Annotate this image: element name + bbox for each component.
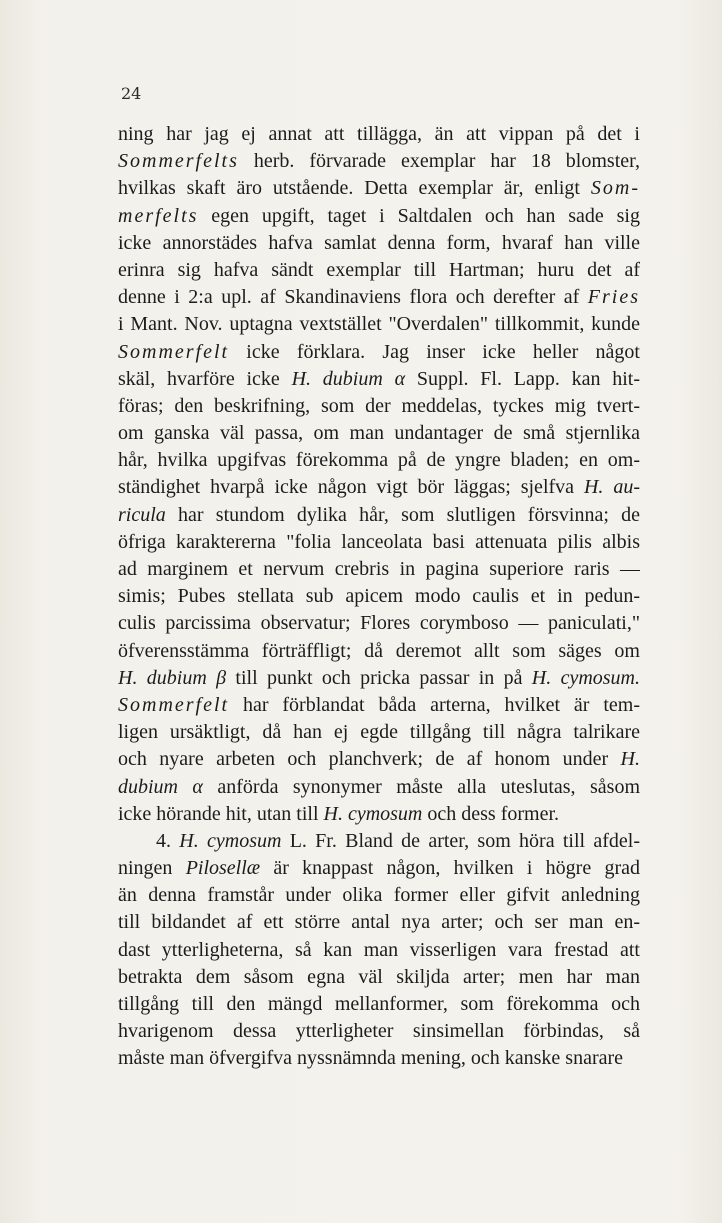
text-line	[118, 121, 640, 148]
text-line	[118, 909, 640, 936]
emphasized-name: dubium α	[118, 775, 203, 798]
text-run: hvarigenom dessa ytterligheter sinsimellan förbindas, så	[118, 1020, 640, 1043]
text-run: föras; den beskrifning, som der meddelas, tyckes mig tvert-	[118, 394, 640, 417]
text-line	[118, 284, 640, 311]
text-run: icke förklara. Jag inser icke heller något	[229, 340, 640, 363]
emphasized-name: H. cymosum	[323, 802, 423, 825]
text-line	[118, 774, 640, 801]
text-line	[118, 746, 640, 773]
text-run: ständighet hvarpå icke någon vigt bör läggas; sjelfva	[118, 476, 584, 499]
text-run: och nyare arbeten och planchverk; de af honom under	[118, 748, 621, 771]
text-run: icke hörande hit, utan till	[118, 802, 324, 825]
text-run: culis parcissima observatur; Flores corymboso — paniculati,"	[118, 612, 640, 635]
text-line	[118, 230, 640, 257]
text-line	[118, 610, 640, 637]
text-line	[118, 937, 640, 964]
text-run: öfverensstämma förträffligt; då deremot allt som säges om	[118, 639, 640, 662]
emphasized-name: Sommerfelts	[118, 150, 239, 173]
text-line	[118, 447, 640, 474]
emphasized-name: ricula	[118, 503, 166, 526]
emphasized-name: merfelts	[118, 204, 199, 227]
text-line	[118, 719, 640, 746]
text-line	[118, 366, 640, 393]
text-line	[118, 529, 640, 556]
text-run: skäl, hvarföre icke	[118, 367, 292, 390]
emphasized-name: Fries	[587, 286, 640, 309]
text-run: har förblandat båda arterna, hvilket är tem-	[229, 693, 640, 716]
text-line	[118, 665, 640, 692]
body-text	[118, 121, 640, 1073]
text-run: har stundom dylika hår, som slutligen försvinna; de	[165, 503, 640, 526]
text-run: dast ytterligheterna, så kan man visserligen vara frestad att	[118, 938, 640, 961]
emphasized-name: Som-	[590, 177, 640, 200]
text-run: ning har jag ej annat att tillägga, än att vippan på det i	[118, 123, 640, 145]
text-run: egen upgift, taget i Saltdalen och han sade sig	[198, 204, 640, 227]
emphasized-name: Sommerfelt	[118, 340, 230, 363]
text-run: och dess former.	[422, 802, 560, 825]
text-run: ligen ursäktligt, då han ej egde tillgång till några talrikare	[118, 721, 640, 744]
page-number: 24	[121, 84, 142, 103]
text-line	[118, 1045, 640, 1072]
text-line	[118, 203, 640, 230]
emphasized-name: H. cymosum	[179, 829, 282, 852]
text-line	[118, 339, 640, 366]
emphasized-name: H. au-	[583, 476, 640, 499]
text-run: är knappast någon, hvilken i högre grad	[260, 857, 640, 880]
emphasized-name: H. cymosum.	[531, 666, 640, 689]
text-line	[118, 583, 640, 610]
text-line	[118, 1018, 640, 1045]
text-line	[118, 148, 640, 175]
text-line	[118, 692, 640, 719]
text-line	[118, 638, 640, 665]
text-line	[118, 474, 640, 501]
text-run: ningen	[118, 857, 186, 880]
emphasized-name: H. dubium β	[118, 666, 227, 689]
text-line	[118, 855, 640, 882]
text-run: 4.	[156, 829, 180, 852]
emphasized-name: α	[394, 367, 406, 390]
text-line	[118, 991, 640, 1018]
text-run: i Mant. Nov. uptagna vextstället "Overdalen" tillkommit, kunde	[118, 313, 640, 336]
text-line	[118, 393, 640, 420]
text-run: simis; Pubes stellata sub apicem modo caulis et in pedun-	[118, 585, 640, 608]
text-run: denne i 2:a upl. af Skandinaviens flora och derefter af	[118, 286, 588, 309]
text-run: tillgång till den mängd mellanformer, som förekomma och	[118, 993, 640, 1015]
text-line	[118, 964, 640, 991]
text-run: Suppl. Fl. Lapp. kan hit-	[405, 367, 640, 390]
emphasized-name: H. dubium	[291, 367, 383, 390]
text-run: icke annorstädes hafva samlat denna form, hvaraf han ville	[118, 231, 640, 254]
text-run: om ganska väl passa, om man undantager de små stjernlika	[118, 422, 640, 445]
text-line	[118, 257, 640, 284]
text-run: öfriga karaktererna "folia lanceolata basi attenuata pilis albis	[118, 530, 640, 553]
text-line	[118, 801, 640, 828]
text-run: till bildandet af ett större antal nya arter; och ser man en-	[118, 911, 640, 934]
text-run	[383, 368, 395, 390]
text-line	[118, 556, 640, 583]
text-run: hår, hvilka upgifvas förekomma på de yngre bladen; en om-	[118, 449, 640, 472]
text-run: anförda synonymer måste alla uteslutas, såsom	[202, 775, 640, 798]
text-run: ad marginem et nervum crebris in pagina superiore raris —	[118, 558, 640, 580]
text-run: än denna framstår under olika former eller gifvit anledning	[118, 884, 640, 907]
text-run: erinra sig hafva sändt exemplar till Hartman; huru det af	[118, 258, 640, 281]
text-run: betrakta dem såsom egna väl skiljda arter; men har man	[118, 965, 640, 988]
text-line	[118, 882, 640, 909]
emphasized-name: Pilosellæ	[185, 857, 261, 880]
text-line	[118, 502, 640, 529]
text-run: till punkt och pricka passar in på	[226, 666, 532, 689]
text-line	[118, 828, 640, 855]
text-run: måste man öfvergifva nyssnämnda mening, och kanske snarare	[118, 1047, 624, 1070]
text-line	[118, 175, 640, 202]
emphasized-name: H.	[620, 748, 640, 771]
text-run: herb. förvarade exemplar har 18 blomster,	[238, 150, 640, 173]
text-line	[118, 311, 640, 338]
text-run: L. Fr. Bland de arter, som höra till afdel-	[281, 829, 640, 852]
emphasized-name: Sommerfelt	[118, 693, 230, 716]
text-run: hvilkas skaft äro utstående. Detta exemplar är, enligt	[118, 177, 591, 200]
text-line	[118, 420, 640, 447]
